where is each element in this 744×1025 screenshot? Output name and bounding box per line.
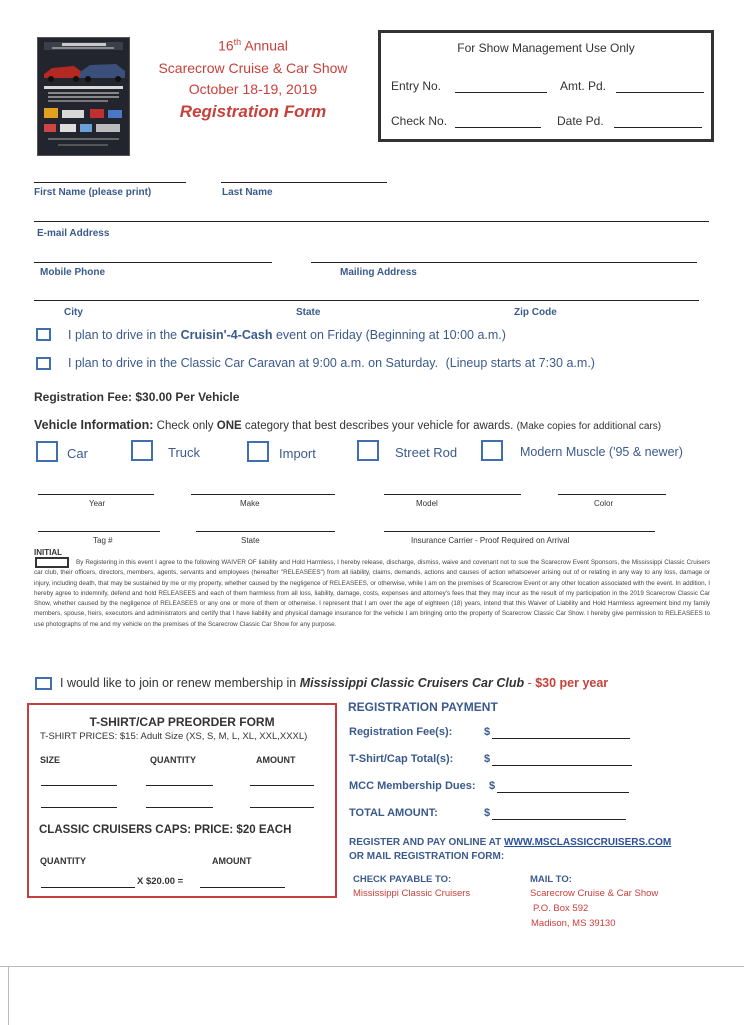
entry-no-label: Entry No. bbox=[391, 79, 442, 93]
caravan-option-text bbox=[68, 356, 595, 370]
poster-graphic bbox=[38, 38, 129, 155]
year-field[interactable] bbox=[38, 494, 154, 495]
vehicle-instr-post: category that best describes your vehicle for awards. bbox=[241, 420, 514, 432]
insurance-field[interactable] bbox=[384, 531, 655, 532]
cap-formula: X $20.00 = bbox=[137, 876, 184, 887]
amt-field-2[interactable] bbox=[250, 807, 314, 808]
cruisin-event-name: Cruisin'-4-Cash bbox=[180, 328, 273, 342]
tshirt-total-label: T-Shirt/Cap Total(s): bbox=[349, 753, 454, 765]
vehicle-state-field[interactable] bbox=[196, 531, 335, 532]
address-line-2: P.O. Box 592 bbox=[533, 903, 589, 914]
category-import-label: Import bbox=[279, 446, 316, 461]
cap-amt-field[interactable] bbox=[200, 887, 285, 888]
payment-title: REGISTRATION PAYMENT bbox=[348, 700, 498, 714]
last-name-field[interactable] bbox=[221, 182, 387, 183]
membership-sep: - bbox=[524, 676, 536, 690]
first-name-label: First Name (please print) bbox=[34, 187, 152, 198]
model-field[interactable] bbox=[384, 494, 521, 495]
scan-edge bbox=[0, 967, 9, 1025]
vehicle-info-heading bbox=[34, 418, 661, 432]
event-dates: October 18-19, 2019 bbox=[188, 81, 318, 97]
color-label: Color bbox=[594, 499, 614, 508]
amt-field-1[interactable] bbox=[250, 785, 314, 786]
total-field[interactable] bbox=[492, 819, 626, 820]
zip-label: Zip Code bbox=[514, 307, 557, 318]
vehicle-instr-note: (Make copies for additional cars) bbox=[516, 421, 662, 432]
entry-no-field[interactable] bbox=[455, 92, 547, 93]
mcc-dues-dollar: $ bbox=[489, 780, 496, 792]
management-box bbox=[378, 30, 714, 142]
color-field[interactable] bbox=[558, 494, 666, 495]
management-title: For Show Management Use Only bbox=[457, 41, 635, 55]
mcc-dues-field[interactable] bbox=[497, 792, 629, 793]
caravan-text: I plan to drive in the Classic Car Caravan at 9:00 a.m. on Saturday. bbox=[68, 356, 439, 370]
event-poster-image bbox=[37, 37, 130, 156]
registration-fee: Registration Fee: $30.00 Per Vehicle bbox=[34, 390, 240, 404]
edition-suffix: th bbox=[233, 37, 242, 47]
qty-field-1[interactable] bbox=[146, 785, 213, 786]
reg-fees-field[interactable] bbox=[492, 738, 630, 739]
col-size-label: SIZE bbox=[40, 755, 61, 765]
category-import-checkbox[interactable] bbox=[247, 441, 269, 462]
membership-checkbox[interactable] bbox=[35, 677, 52, 690]
caravan-note: (Lineup starts at 7:30 a.m.) bbox=[445, 356, 595, 370]
mobile-phone-label: Mobile Phone bbox=[40, 267, 105, 278]
initial-label: INITIAL bbox=[34, 548, 62, 557]
cap-qty-field[interactable] bbox=[41, 887, 135, 888]
mailing-address-label: Mailing Address bbox=[340, 267, 417, 278]
cap-amt-label: AMOUNT bbox=[212, 856, 252, 866]
membership-pre: I would like to join or renew membership in bbox=[60, 676, 300, 690]
online-url-link[interactable]: WWW.MSCLASSICCRUISERS.COM bbox=[504, 837, 672, 848]
vehicle-instr-pre: Check only bbox=[156, 420, 217, 432]
reg-fees-dollar: $ bbox=[484, 726, 491, 738]
edition-heading bbox=[148, 37, 358, 54]
tshirt-title: T-SHIRT/CAP PREORDER FORM bbox=[89, 715, 275, 729]
date-pd-field[interactable] bbox=[614, 127, 702, 128]
scan-bottom-margin bbox=[0, 966, 744, 1025]
tshirt-preorder-box bbox=[27, 703, 337, 898]
category-car-checkbox[interactable] bbox=[36, 441, 58, 462]
email-label: E-mail Address bbox=[37, 228, 110, 239]
category-street-rod-checkbox[interactable] bbox=[357, 440, 379, 461]
vehicle-info-title: Vehicle Information: bbox=[34, 418, 154, 432]
category-truck-checkbox[interactable] bbox=[131, 440, 153, 461]
mailing-address-field[interactable] bbox=[311, 262, 697, 263]
total-dollar: $ bbox=[484, 807, 491, 819]
address-line-1: Scarecrow Cruise & Car Show bbox=[530, 888, 659, 899]
date-pd-label: Date Pd. bbox=[557, 114, 604, 128]
size-field-1[interactable] bbox=[41, 785, 117, 786]
mobile-phone-field[interactable] bbox=[34, 262, 272, 263]
amt-pd-label: Amt. Pd. bbox=[560, 79, 607, 93]
waiver-body: By Registering in this event I agree to the following WAIVER OF liability and Hold Harmless, I hereby release, discharge, dismiss, waive and covenant not to sue the Scarecrow Event Sponsors, the Mississippi Classic Cruisers car club, their officers, directors, members, agents, servants and employees (hereafter "RELEASEES") from all liability, claims, demands, actions and causes of action whatsoever arising out of or relating in any way to any loss, damage or injury, including death, that may be sustained by me or my property, whether caused by the negligence of RELEASEES, or otherwise, while I am on the premises of Scarecrow Event or any other location associated with the event. In addition, I hereby agree to indemnify, defend and hold RELEASEES and each of them harmless from all loss, liability, damage, costs, expenses and attorney's fees that they may incur as the result of my participation in the 2019 Scarecrow Classic Car Show, whether caused by the negligence of RELEASEES or any one or more of them or otherwise. I represent that I am over the age of eighteen (18) years, intend that this Waiver of Liability and Hold Harmless agreement bind my family members, spouse, heirs, executors and administrators and certify that I have liability and physical damage insurance for the vehicle I am bringing onto the property of Scarecrow Classic Car Show. I hereby give permission to RELEASEES to use photographs of me and my vehicle on the premises of the Scarecrow Classic Car Show for any purpose. bbox=[34, 559, 710, 628]
state-label: State bbox=[296, 307, 321, 318]
col-amt-label: AMOUNT bbox=[256, 755, 296, 765]
event-name: Scarecrow Cruise & Car Show bbox=[158, 60, 348, 76]
membership-price: $30 per year bbox=[535, 676, 609, 690]
waiver-text bbox=[34, 558, 710, 630]
payee-name: Mississippi Classic Cruisers bbox=[353, 888, 471, 899]
vehicle-state-label: State bbox=[241, 536, 260, 545]
online-line bbox=[349, 837, 671, 848]
check-no-label: Check No. bbox=[391, 114, 448, 128]
form-title: Registration Form bbox=[179, 102, 327, 121]
check-no-field[interactable] bbox=[455, 127, 541, 128]
check-payable-label: CHECK PAYABLE TO: bbox=[353, 874, 452, 885]
tshirt-total-dollar: $ bbox=[484, 753, 491, 765]
address-line-3: Madison, MS 39130 bbox=[531, 918, 616, 929]
cruisin-option-text bbox=[68, 328, 506, 342]
col-qty-label: QUANTITY bbox=[150, 755, 196, 765]
tshirt-total-field[interactable] bbox=[492, 765, 632, 766]
cap-qty-label: QUANTITY bbox=[40, 856, 86, 866]
last-name-label: Last Name bbox=[222, 187, 273, 198]
total-label: TOTAL AMOUNT: bbox=[349, 807, 438, 819]
insurance-label: Insurance Carrier - Proof Required on Arrival bbox=[411, 536, 570, 545]
size-field-2[interactable] bbox=[41, 807, 117, 808]
reg-fees-label: Registration Fee(s): bbox=[349, 726, 453, 738]
tshirt-prices: T-SHIRT PRICES: $15: Adult Size (XS, S, M, L, XL, XXL,XXXL) bbox=[40, 731, 308, 742]
category-modern-muscle-label: Modern Muscle ('95 & newer) bbox=[520, 445, 683, 459]
caravan-checkbox[interactable] bbox=[36, 357, 51, 370]
model-label: Model bbox=[416, 499, 438, 508]
mail-to-label: MAIL TO: bbox=[530, 874, 572, 885]
tag-field[interactable] bbox=[38, 531, 160, 532]
tag-label: Tag # bbox=[93, 536, 113, 545]
qty-field-2[interactable] bbox=[146, 807, 213, 808]
category-car-label: Car bbox=[67, 446, 88, 461]
cruisin-post: event on Friday (Beginning at 10:00 a.m.) bbox=[272, 328, 506, 342]
category-modern-muscle-checkbox[interactable] bbox=[481, 440, 503, 461]
mcc-dues-label: MCC Membership Dues: bbox=[349, 780, 476, 792]
online-pre: REGISTER AND PAY ONLINE AT bbox=[349, 837, 505, 848]
email-field[interactable] bbox=[34, 221, 709, 222]
mail-line: OR MAIL REGISTRATION FORM: bbox=[349, 851, 505, 862]
cruisin-pre: I plan to drive in the bbox=[68, 328, 181, 342]
amt-pd-field[interactable] bbox=[616, 92, 704, 93]
first-name-field[interactable] bbox=[34, 182, 186, 183]
category-street-rod-label: Street Rod bbox=[395, 445, 458, 460]
make-field[interactable] bbox=[191, 494, 335, 495]
membership-text bbox=[60, 676, 608, 690]
vehicle-instr-bold: ONE bbox=[216, 420, 242, 432]
edition-word: Annual bbox=[244, 37, 288, 54]
year-label: Year bbox=[89, 499, 106, 508]
caps-line: CLASSIC CRUISERS CAPS: PRICE: $20 EACH bbox=[39, 824, 292, 836]
edition-number: 16 bbox=[218, 37, 234, 54]
membership-club: Mississippi Classic Cruisers Car Club bbox=[299, 676, 525, 690]
make-label: Make bbox=[240, 499, 260, 508]
city-label: City bbox=[64, 307, 83, 318]
category-truck-label: Truck bbox=[168, 445, 201, 460]
city-state-zip-field[interactable] bbox=[34, 300, 699, 301]
cruisin-checkbox[interactable] bbox=[36, 328, 51, 341]
